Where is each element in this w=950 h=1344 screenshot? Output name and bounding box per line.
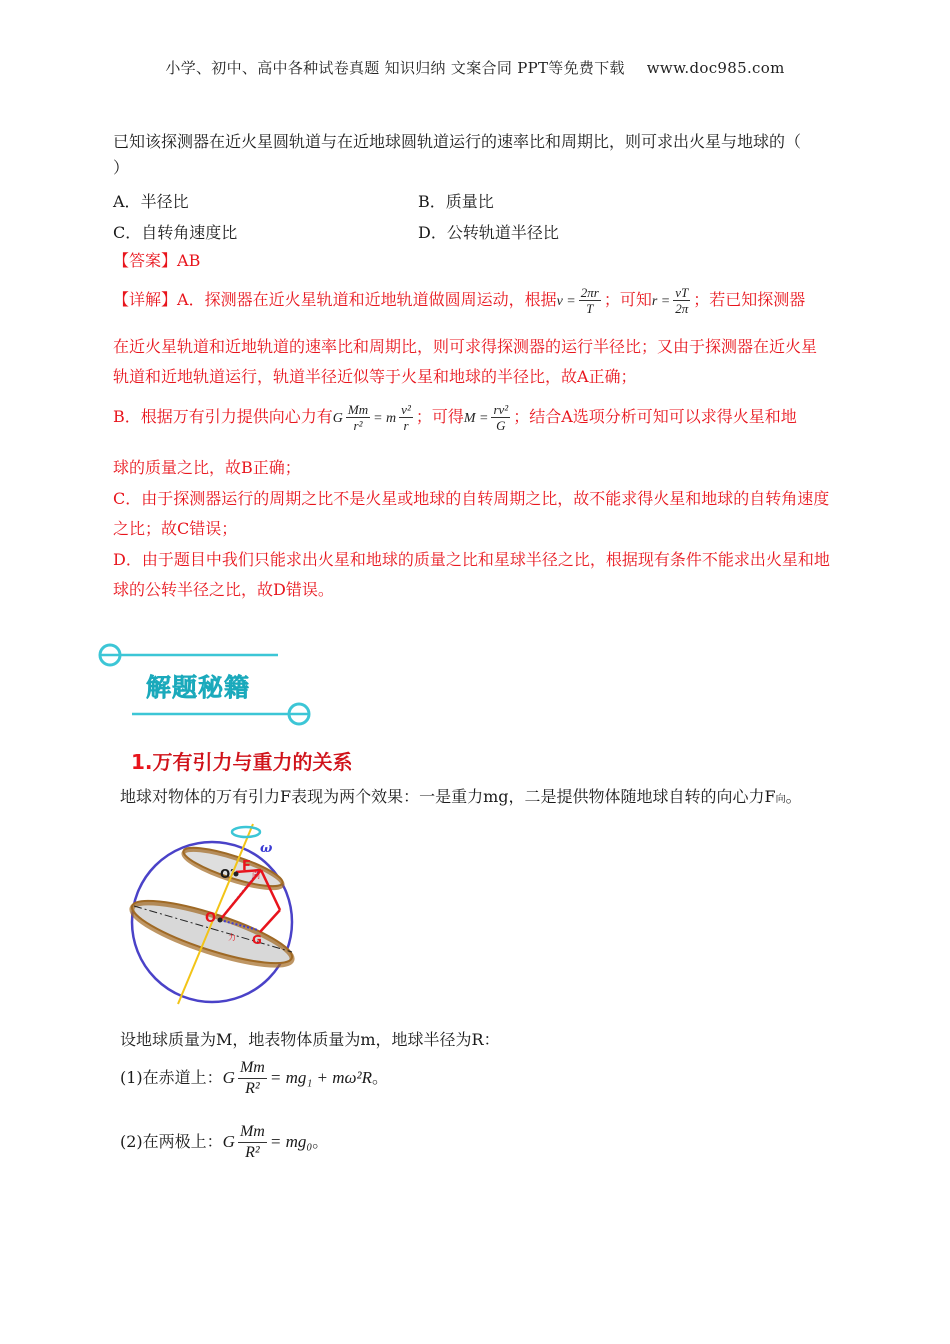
option-a-text: 半径比 [140, 192, 189, 211]
eq1-g: G [222, 1068, 235, 1087]
formula-g-num2: v² [401, 402, 411, 417]
earth-gravity-diagram [128, 822, 300, 1008]
option-b-key: B． [418, 192, 446, 211]
formula-g-mid: = m [373, 411, 397, 426]
point-o [218, 918, 223, 923]
o-prime-label: O′ [220, 867, 234, 881]
formula-v-num: 2πr [580, 285, 599, 300]
eq1-end: 。 [372, 1068, 389, 1087]
f-label: F [242, 859, 251, 874]
option-d-text: 公转轨道半径比 [446, 223, 559, 242]
option-b [418, 189, 494, 212]
option-d-key: D． [418, 223, 447, 242]
explanation-a-part1: A．探测器在近火星轨道和近地轨道做圆周运动，根据 [177, 290, 557, 309]
explanation-a-line2: 在近火星轨道和近地轨道的速率比和周期比，则可求得探测器的运行半径比；又由于探测器在近火星 [113, 337, 818, 356]
formula-g-left: G [332, 411, 343, 426]
option-d [418, 220, 559, 243]
explanation-a-part3: ；若已知探测器 [693, 290, 806, 309]
rotation-arrow-ring [232, 827, 260, 837]
explanation-b-line2: 球的质量之比，故B正确； [113, 458, 301, 477]
explanation-b-part2: ；可得 [415, 407, 464, 426]
option-a [113, 189, 189, 212]
explanation-d-line2: 球的公转半径之比，故D错误。 [113, 580, 334, 599]
header-url: www.doc985.com [646, 59, 785, 77]
banner-title: 解题秘籍 [146, 673, 251, 702]
option-c [113, 220, 237, 243]
formula-g-num: Mm [347, 402, 369, 417]
eq1-label: (1)在赤道上： [120, 1068, 223, 1087]
formula-g-frac2 [399, 402, 413, 433]
eq2-den: R² [245, 1144, 260, 1161]
option-b-text: 质量比 [445, 192, 494, 211]
option-a-key: A． [113, 192, 141, 211]
formula-r-eq: r = [651, 294, 671, 309]
header-left-text: 小学、初中、高中各种试卷真题 知识归纳 文案合同 PPT等免费下载 [165, 59, 625, 77]
answer-line [113, 250, 200, 272]
f-sub-label: 向 [252, 871, 260, 880]
option-c-key: C． [113, 223, 142, 242]
option-c-text: 自转角速度比 [141, 223, 238, 242]
setup-text: 设地球质量为M，地表物体质量为m，地球半径为R： [120, 1030, 500, 1049]
diagram-svg [128, 822, 300, 1008]
section-banner [96, 640, 316, 730]
eq1-frac [238, 1058, 267, 1099]
formula-g-den: r² [353, 418, 363, 433]
point-o-prime [234, 872, 239, 877]
formula-m-num: rv² [493, 402, 509, 417]
answer-label: 【答案】 [113, 251, 178, 270]
eq2-num: Mm [238, 1122, 267, 1143]
formula-g-den2: r [403, 418, 409, 433]
formula-m-eq: M = [463, 411, 489, 426]
formula-g-frac [346, 402, 370, 433]
section-intro-end: 。 [785, 787, 802, 806]
explanation-c-line2: 之比；故C错误； [113, 519, 238, 538]
g-sub-label: 力 [228, 933, 236, 942]
explanation-label: 【详解】 [113, 290, 178, 309]
formula-r-num: vT [675, 285, 689, 300]
formula-v-frac [579, 285, 601, 316]
section-intro-text: 地球对物体的万有引力F表现为两个效果：一是重力mg，二是提供物体随地球自转的向心力F [120, 787, 776, 806]
eq2-end: 。 [312, 1132, 329, 1151]
eq1-num: Mm [238, 1058, 267, 1079]
eq2-rhs: = mg₀ [269, 1132, 313, 1151]
explanation-a-line3: 轨道和近地轨道运行，轨道半径近似等于火星和地球的半径比，故A正确； [113, 367, 637, 386]
omega-label: ω [260, 841, 273, 856]
equation-1 [120, 1058, 388, 1099]
explanation-a-part2: ；可知 [603, 290, 652, 309]
formula-v-eq: v = [556, 294, 576, 309]
explanation-c-line1: C．由于探测器运行的周期之比不是火星或地球的自转周期之比，故不能求得火星和地球的自转角速度 [113, 489, 830, 508]
formula-m-frac [491, 402, 510, 433]
explanation-b-part3: ；结合A选项分析可知可以求得火星和地 [513, 407, 797, 426]
eq1-den: R² [245, 1080, 260, 1097]
section-number: 1. [131, 750, 153, 774]
section-heading [131, 746, 353, 775]
formula-m-den: G [496, 418, 506, 433]
eq1-rhs: = mg₁ + mω²R [269, 1068, 372, 1087]
explanation-d-line1: D．由于题目中我们只能求出火星和地球的质量之比和星球半径之比，根据现有条件不能求出火星和地 [113, 550, 830, 569]
o-label: O [205, 911, 217, 926]
eq2-label: (2)在两极上： [120, 1132, 223, 1151]
section-title: 万有引力与重力的关系 [152, 750, 353, 774]
equation-2 [120, 1122, 328, 1163]
section-intro [120, 786, 802, 811]
formula-r-frac [673, 285, 690, 316]
question-stem-line2: ） [113, 158, 130, 177]
section-intro-sub: 向 [775, 794, 786, 805]
explanation-b-part1: B．根据万有引力提供向心力有 [113, 407, 333, 426]
eq2-frac [238, 1122, 267, 1163]
answer-value: AB [177, 251, 201, 270]
explanation-b-line1 [113, 402, 797, 433]
explanation-a-line1 [113, 285, 805, 316]
g-label: G [252, 933, 262, 947]
eq2-g: G [222, 1132, 235, 1151]
question-stem-line1: 已知该探测器在近火星圆轨道与在近地球圆轨道运行的速率比和周期比，则可求出火星与地球的（ [113, 132, 802, 151]
formula-v-den: T [586, 301, 594, 316]
page-header [0, 57, 950, 78]
formula-r-den: 2π [675, 301, 689, 316]
